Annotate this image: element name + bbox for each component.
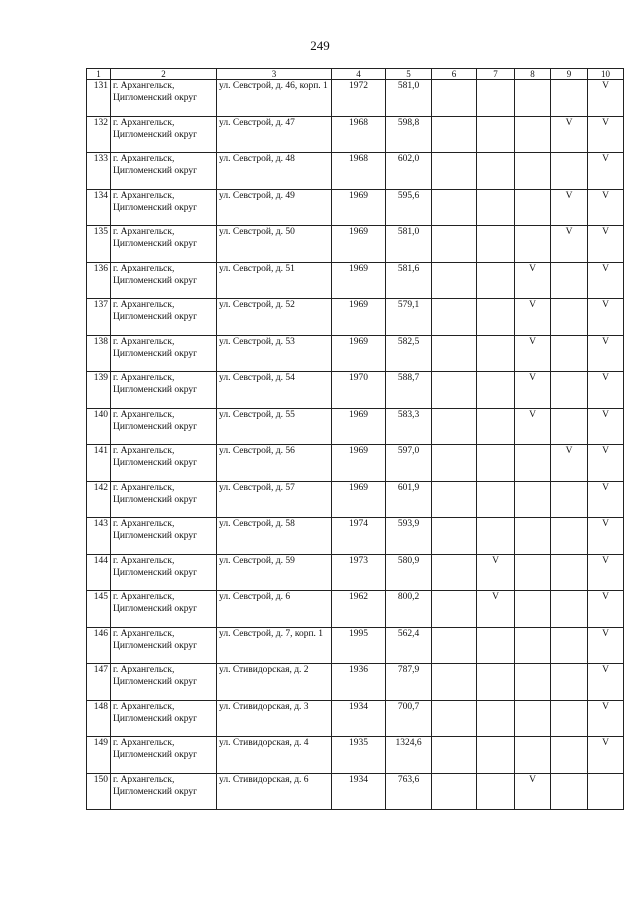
mark-cell-col8: V: [515, 335, 551, 372]
year-built-cell: 1969: [332, 226, 386, 263]
area-cell: 700,7: [386, 700, 432, 737]
mark-cell-col9: [551, 518, 588, 555]
mark-cell-col8: [515, 226, 551, 263]
year-built-cell: 1969: [332, 408, 386, 445]
mark-cell-col7: [477, 481, 515, 518]
column-header: 6: [432, 69, 477, 80]
table-row: [87, 80, 624, 117]
mark-cell-col10: V: [588, 299, 624, 336]
area-cell: 579,1: [386, 299, 432, 336]
area-cell: 598,8: [386, 116, 432, 153]
mark-cell-col9: V: [551, 116, 588, 153]
locality-cell: г. Архангельск, Цигломенский округ: [111, 189, 217, 226]
address-cell: ул. Севстрой, д. 56: [217, 445, 332, 482]
row-number-cell: 147: [87, 664, 111, 701]
mark-cell-col9: [551, 408, 588, 445]
column-header: 4: [332, 69, 386, 80]
mark-cell-col6: [432, 116, 477, 153]
mark-cell-col6: [432, 335, 477, 372]
mark-cell-col7: [477, 737, 515, 774]
area-cell: 787,9: [386, 664, 432, 701]
locality-cell: г. Архангельск, Цигломенский округ: [111, 518, 217, 555]
table-row: [87, 116, 624, 153]
column-header: 7: [477, 69, 515, 80]
row-number-cell: 135: [87, 226, 111, 263]
address-cell: ул. Стивидорская, д. 3: [217, 700, 332, 737]
row-number-cell: 150: [87, 773, 111, 810]
year-built-cell: 1935: [332, 737, 386, 774]
mark-cell-col6: [432, 408, 477, 445]
mark-cell-col7: [477, 153, 515, 190]
table-row: [87, 664, 624, 701]
mark-cell-col6: [432, 153, 477, 190]
address-cell: ул. Севстрой, д. 49: [217, 189, 332, 226]
mark-cell-col7: [477, 372, 515, 409]
locality-cell: г. Архангельск, Цигломенский округ: [111, 116, 217, 153]
mark-cell-col9: [551, 262, 588, 299]
mark-cell-col8: [515, 445, 551, 482]
area-cell: 597,0: [386, 445, 432, 482]
mark-cell-col6: [432, 299, 477, 336]
area-cell: 582,5: [386, 335, 432, 372]
mark-cell-col10: V: [588, 262, 624, 299]
mark-cell-col8: [515, 189, 551, 226]
mark-cell-col7: [477, 226, 515, 263]
mark-cell-col7: [477, 518, 515, 555]
mark-cell-col10: V: [588, 153, 624, 190]
area-cell: 601,9: [386, 481, 432, 518]
mark-cell-col9: [551, 773, 588, 810]
mark-cell-col6: [432, 445, 477, 482]
row-number-cell: 148: [87, 700, 111, 737]
area-cell: 602,0: [386, 153, 432, 190]
year-built-cell: 1969: [332, 335, 386, 372]
mark-cell-col9: V: [551, 445, 588, 482]
address-cell: ул. Севстрой, д. 47: [217, 116, 332, 153]
mark-cell-col6: [432, 591, 477, 628]
mark-cell-col8: [515, 518, 551, 555]
locality-cell: г. Архангельск, Цигломенский округ: [111, 700, 217, 737]
area-cell: 593,9: [386, 518, 432, 555]
table-row: [87, 737, 624, 774]
row-number-cell: 139: [87, 372, 111, 409]
mark-cell-col10: [588, 773, 624, 810]
year-built-cell: 1995: [332, 627, 386, 664]
locality-cell: г. Архангельск, Цигломенский округ: [111, 335, 217, 372]
mark-cell-col7: [477, 335, 515, 372]
year-built-cell: 1968: [332, 116, 386, 153]
table-row: [87, 445, 624, 482]
mark-cell-col7: [477, 116, 515, 153]
locality-cell: г. Архангельск, Цигломенский округ: [111, 664, 217, 701]
mark-cell-col6: [432, 481, 477, 518]
area-cell: 580,9: [386, 554, 432, 591]
area-cell: 581,6: [386, 262, 432, 299]
mark-cell-col8: V: [515, 408, 551, 445]
address-cell: ул. Севстрой, д. 50: [217, 226, 332, 263]
mark-cell-col8: [515, 700, 551, 737]
mark-cell-col9: [551, 481, 588, 518]
mark-cell-col9: [551, 335, 588, 372]
mark-cell-col8: [515, 116, 551, 153]
mark-cell-col6: [432, 664, 477, 701]
area-cell: 763,6: [386, 773, 432, 810]
mark-cell-col6: [432, 518, 477, 555]
area-cell: 595,6: [386, 189, 432, 226]
row-number-cell: 136: [87, 262, 111, 299]
mark-cell-col10: V: [588, 518, 624, 555]
mark-cell-col8: [515, 153, 551, 190]
mark-cell-col7: [477, 80, 515, 117]
locality-cell: г. Архангельск, Цигломенский округ: [111, 773, 217, 810]
mark-cell-col7: [477, 445, 515, 482]
column-number-row: [87, 69, 624, 80]
mark-cell-col7: [477, 299, 515, 336]
address-cell: ул. Севстрой, д. 7, корп. 1: [217, 627, 332, 664]
table-body: [87, 80, 624, 810]
mark-cell-col6: [432, 262, 477, 299]
row-number-cell: 141: [87, 445, 111, 482]
area-cell: 581,0: [386, 80, 432, 117]
mark-cell-col9: [551, 627, 588, 664]
table-row: [87, 299, 624, 336]
mark-cell-col9: [551, 737, 588, 774]
mark-cell-col7: [477, 262, 515, 299]
address-cell: ул. Севстрой, д. 57: [217, 481, 332, 518]
column-header: 8: [515, 69, 551, 80]
area-cell: 588,7: [386, 372, 432, 409]
address-cell: ул. Севстрой, д. 46, корп. 1: [217, 80, 332, 117]
mark-cell-col6: [432, 737, 477, 774]
mark-cell-col8: V: [515, 299, 551, 336]
locality-cell: г. Архангельск, Цигломенский округ: [111, 737, 217, 774]
row-number-cell: 142: [87, 481, 111, 518]
year-built-cell: 1936: [332, 664, 386, 701]
column-header: 2: [111, 69, 217, 80]
mark-cell-col10: V: [588, 116, 624, 153]
mark-cell-col8: V: [515, 262, 551, 299]
row-number-cell: 140: [87, 408, 111, 445]
mark-cell-col10: V: [588, 408, 624, 445]
row-number-cell: 134: [87, 189, 111, 226]
year-built-cell: 1934: [332, 700, 386, 737]
mark-cell-col9: [551, 591, 588, 628]
address-cell: ул. Севстрой, д. 6: [217, 591, 332, 628]
table-row: [87, 226, 624, 263]
table-row: [87, 518, 624, 555]
table-row: [87, 591, 624, 628]
year-built-cell: 1969: [332, 262, 386, 299]
column-header: 1: [87, 69, 111, 80]
year-built-cell: 1974: [332, 518, 386, 555]
row-number-cell: 132: [87, 116, 111, 153]
address-cell: ул. Севстрой, д. 59: [217, 554, 332, 591]
mark-cell-col9: V: [551, 226, 588, 263]
mark-cell-col8: V: [515, 773, 551, 810]
row-number-cell: 131: [87, 80, 111, 117]
mark-cell-col8: [515, 627, 551, 664]
locality-cell: г. Архангельск, Цигломенский округ: [111, 445, 217, 482]
locality-cell: г. Архангельск, Цигломенский округ: [111, 591, 217, 628]
locality-cell: г. Архангельск, Цигломенский округ: [111, 408, 217, 445]
mark-cell-col10: V: [588, 664, 624, 701]
mark-cell-col9: [551, 80, 588, 117]
mark-cell-col9: V: [551, 189, 588, 226]
row-number-cell: 149: [87, 737, 111, 774]
year-built-cell: 1969: [332, 481, 386, 518]
mark-cell-col6: [432, 773, 477, 810]
area-cell: 583,3: [386, 408, 432, 445]
locality-cell: г. Архангельск, Цигломенский округ: [111, 226, 217, 263]
address-cell: ул. Севстрой, д. 48: [217, 153, 332, 190]
mark-cell-col10: V: [588, 591, 624, 628]
address-cell: ул. Севстрой, д. 51: [217, 262, 332, 299]
mark-cell-col10: V: [588, 189, 624, 226]
table-row: [87, 153, 624, 190]
mark-cell-col7: [477, 773, 515, 810]
mark-cell-col6: [432, 372, 477, 409]
mark-cell-col7: [477, 408, 515, 445]
locality-cell: г. Архангельск, Цигломенский округ: [111, 153, 217, 190]
mark-cell-col10: V: [588, 554, 624, 591]
column-header: 10: [588, 69, 624, 80]
year-built-cell: 1968: [332, 153, 386, 190]
table-row: [87, 335, 624, 372]
locality-cell: г. Архангельск, Цигломенский округ: [111, 554, 217, 591]
locality-cell: г. Архангельск, Цигломенский округ: [111, 80, 217, 117]
housing-registry-table: [86, 68, 624, 810]
table-row: [87, 773, 624, 810]
mark-cell-col10: V: [588, 737, 624, 774]
table-row: [87, 481, 624, 518]
mark-cell-col10: V: [588, 80, 624, 117]
address-cell: ул. Стивидорская, д. 6: [217, 773, 332, 810]
mark-cell-col7: [477, 700, 515, 737]
mark-cell-col9: [551, 554, 588, 591]
mark-cell-col8: [515, 664, 551, 701]
address-cell: ул. Стивидорская, д. 4: [217, 737, 332, 774]
table-row: [87, 700, 624, 737]
mark-cell-col8: [515, 481, 551, 518]
year-built-cell: 1962: [332, 591, 386, 628]
column-header: 3: [217, 69, 332, 80]
year-built-cell: 1934: [332, 773, 386, 810]
mark-cell-col10: V: [588, 335, 624, 372]
mark-cell-col6: [432, 700, 477, 737]
mark-cell-col10: V: [588, 481, 624, 518]
mark-cell-col6: [432, 80, 477, 117]
year-built-cell: 1970: [332, 372, 386, 409]
locality-cell: г. Архангельск, Цигломенский округ: [111, 481, 217, 518]
row-number-cell: 145: [87, 591, 111, 628]
year-built-cell: 1972: [332, 80, 386, 117]
row-number-cell: 144: [87, 554, 111, 591]
year-built-cell: 1973: [332, 554, 386, 591]
mark-cell-col8: [515, 737, 551, 774]
locality-cell: г. Архангельск, Цигломенский округ: [111, 372, 217, 409]
page-number: 249: [310, 38, 330, 53]
mark-cell-col8: V: [515, 372, 551, 409]
mark-cell-col7: V: [477, 554, 515, 591]
mark-cell-col7: [477, 627, 515, 664]
mark-cell-col8: [515, 591, 551, 628]
table-row: [87, 262, 624, 299]
row-number-cell: 138: [87, 335, 111, 372]
mark-cell-col10: V: [588, 445, 624, 482]
row-number-cell: 143: [87, 518, 111, 555]
row-number-cell: 137: [87, 299, 111, 336]
area-cell: 1324,6: [386, 737, 432, 774]
address-cell: ул. Севстрой, д. 54: [217, 372, 332, 409]
mark-cell-col10: V: [588, 700, 624, 737]
mark-cell-col6: [432, 554, 477, 591]
mark-cell-col9: [551, 700, 588, 737]
year-built-cell: 1969: [332, 189, 386, 226]
mark-cell-col10: V: [588, 226, 624, 263]
table-row: [87, 372, 624, 409]
table-row: [87, 554, 624, 591]
table-row: [87, 189, 624, 226]
locality-cell: г. Архангельск, Цигломенский округ: [111, 627, 217, 664]
mark-cell-col7: V: [477, 591, 515, 628]
mark-cell-col6: [432, 627, 477, 664]
mark-cell-col8: [515, 80, 551, 117]
mark-cell-col9: [551, 299, 588, 336]
area-cell: 581,0: [386, 226, 432, 263]
year-built-cell: 1969: [332, 445, 386, 482]
address-cell: ул. Севстрой, д. 53: [217, 335, 332, 372]
mark-cell-col7: [477, 664, 515, 701]
mark-cell-col9: [551, 153, 588, 190]
mark-cell-col6: [432, 189, 477, 226]
year-built-cell: 1969: [332, 299, 386, 336]
area-cell: 800,2: [386, 591, 432, 628]
locality-cell: г. Архангельск, Цигломенский округ: [111, 299, 217, 336]
address-cell: ул. Севстрой, д. 52: [217, 299, 332, 336]
address-cell: ул. Севстрой, д. 58: [217, 518, 332, 555]
mark-cell-col8: [515, 554, 551, 591]
address-cell: ул. Севстрой, д. 55: [217, 408, 332, 445]
row-number-cell: 133: [87, 153, 111, 190]
column-header: 9: [551, 69, 588, 80]
row-number-cell: 146: [87, 627, 111, 664]
mark-cell-col7: [477, 189, 515, 226]
mark-cell-col9: [551, 664, 588, 701]
column-header: 5: [386, 69, 432, 80]
mark-cell-col10: V: [588, 372, 624, 409]
address-cell: ул. Стивидорская, д. 2: [217, 664, 332, 701]
mark-cell-col6: [432, 226, 477, 263]
mark-cell-col9: [551, 372, 588, 409]
mark-cell-col10: V: [588, 627, 624, 664]
area-cell: 562,4: [386, 627, 432, 664]
locality-cell: г. Архангельск, Цигломенский округ: [111, 262, 217, 299]
table-row: [87, 627, 624, 664]
table-row: [87, 408, 624, 445]
